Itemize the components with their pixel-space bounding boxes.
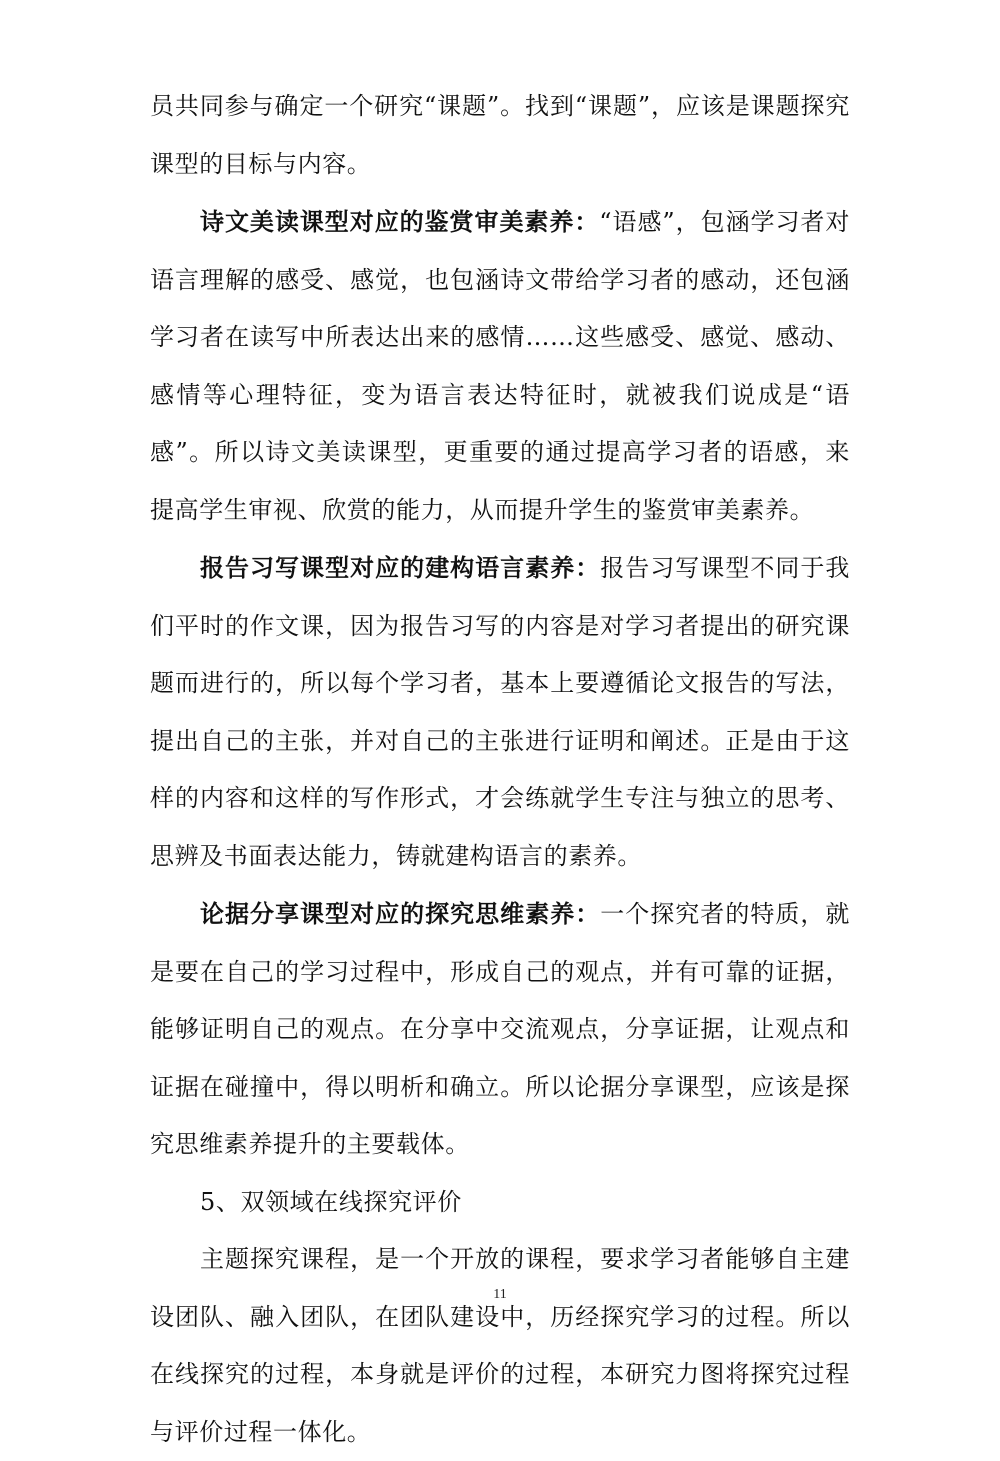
paragraph-text: “语感”，包涵学习者对语言理解的感受、感觉，也包涵诗文带给学习者的感动，还包涵学习者在读写中所表达出来的感情……这些感受、感觉、感动、感情等心理特征，变为语言表达特征时，就被我们说成是“语感”。所以诗文美读课型，更重要的通过提高学习者的语感，来提高学生审视、欣赏的能力，从而提升学生的鉴赏审美素养。	[150, 208, 850, 524]
page-number: 11	[493, 1287, 507, 1302]
paragraph-lead: 报告习写课型对应的建构语言素养：	[200, 553, 601, 582]
paragraph-argument-sharing	[150, 885, 850, 1174]
paragraph-lead: 诗文美读课型对应的鉴赏审美素养：	[200, 207, 600, 236]
page-body	[150, 78, 850, 1461]
paragraph-poetry-reading	[150, 193, 850, 539]
paragraph-continuation	[150, 78, 850, 193]
paragraph-text: 一个探究者的特质，就是要在自己的学习过程中，形成自己的观点，并有可靠的证据，能够证明自己的观点。在分享中交流观点，分享证据，让观点和证据在碰撞中，得以明析和确立。所以论据分享课型，应该是探究思维素养提升的主要载体。	[150, 900, 850, 1158]
paragraph-text: 报告习写课型不同于我们平时的作文课，因为报告习写的内容是对学习者提出的研究课题而进行的，所以每个学习者，基本上要遵循论文报告的写法，提出自己的主张，并对自己的主张进行证明和阐述。正是由于这样的内容和这样的写作形式，才会练就学生专注与独立的思考、思辨及书面表达能力，铸就建构语言的素养。	[150, 554, 850, 870]
paragraph-text: 员共同参与确定一个研究“课题”。找到“课题”，应该是课题探究课型的目标与内容。	[150, 92, 850, 178]
paragraph-report-writing	[150, 539, 850, 885]
paragraph-closing: 主题探究课程，是一个开放的课程，要求学习者能够自主建设团队、融入团队，在团队建设中，历经探究学习的过程。所以在线探究的过程，本身就是评价的过程，本研究力图将探究过程与评价过程一体化。	[150, 1245, 850, 1446]
section-heading: 5、双领域在线探究评价	[200, 1187, 462, 1216]
paragraph-lead: 论据分享课型对应的探究思维素养：	[200, 899, 601, 928]
